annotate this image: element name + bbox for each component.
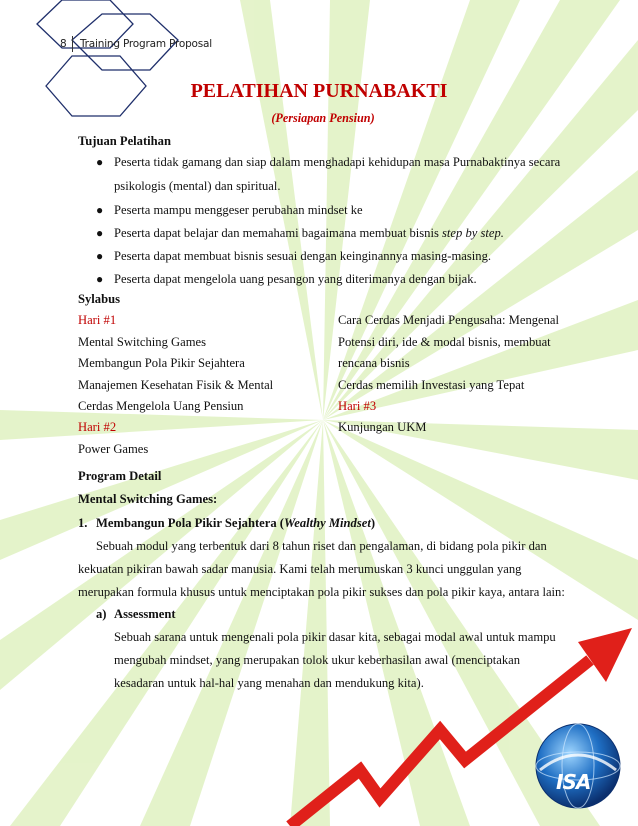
sub-a-line-3: kesadaran untuk hal-hal yang menahan dan mendukung kita). [114,676,424,690]
sylabus-right-5: Hari #3 [338,399,377,413]
bullet-icon: ● [96,226,104,240]
isa-logo-text: ISA [556,770,591,794]
item1-title [96,516,375,531]
sylabus-heading: Sylabus [78,292,121,306]
para-line-2: kekuatan pikiran bawah sadar manusia. Kami telah merumuskan 3 kunci unggulan yang [78,562,522,576]
sub-a-title: Assessment [114,607,176,621]
sylabus-left-5: Cerdas Mengelola Uang Pensiun [78,399,244,413]
item1-title-italic: Wealthy Mindset [283,516,371,530]
sylabus-left-3: Membangun Pola Pikir Sejahtera [78,356,245,370]
page-title-text: PELATIHAN PURNABAKTI [190,80,448,102]
item1-number: 1. [78,516,88,530]
tujuan-heading: Tujuan Pelatihan [78,134,171,148]
sylabus-right-4: Cerdas memilih Investasi yang Tepat [338,378,525,392]
sub-a-line-2: mengubah mindset, yang merupakan tolok ukur keberhasilan awal (menciptakan [114,653,521,667]
sylabus-left-2: Mental Switching Games [78,335,207,349]
sub-a-line-1: Sebuah sarana untuk mengenali pola pikir dasar kita, sebagai modal awal untuk mampu [114,630,556,644]
tujuan-item-3-text: Peserta dapat belajar dan memahami bagaimana membuat bisnis [114,226,443,240]
para-line-3: merupakan formula khusus untuk menciptakan pola pikir sukses dan pola pikir kaya, antara lain: [78,585,565,599]
tujuan-item-3-italic: step by step. [442,226,504,240]
page-title [0,80,638,103]
sylabus-left-7: Power Games [78,442,149,456]
sylabus-left-1: Hari #1 [78,313,117,327]
running-title: Training Program Proposal [80,38,212,50]
bullet-icon: ● [96,272,104,286]
bullet-icon: ● [96,155,104,169]
tujuan-item-3 [114,226,504,241]
isa-globe-logo [536,724,620,808]
sylabus-right-3: rencana bisnis [338,356,410,370]
para-line-1: Sebuah modul yang terbentuk dari 8 tahun riset dan pengalaman, di bidang pola pikir dan [96,539,547,553]
sylabus-right-1: Cara Cerdas Menjadi Pengusaha: Mengenal [338,313,560,327]
tujuan-item-2: Peserta mampu menggeser perubahan mindset ke [114,203,363,217]
tujuan-item-1-line2: psikologis (mental) dan spiritual. [114,179,281,193]
sylabus-right-2: Potensi diri, ide & modal bisnis, membuat [338,335,551,349]
bullet-icon: ● [96,249,104,263]
tujuan-item-4: Peserta dapat membuat bisnis sesuai dengan keinginannya masing-masing. [114,249,492,263]
header-divider [72,36,73,52]
tujuan-item-1: Peserta tidak gamang dan siap dalam menghadapi kehidupan masa Purnabaktinya secara [114,155,561,169]
item1-title-end: ) [370,516,376,530]
sylabus-left-4: Manajemen Kesehatan Fisik & Mental [78,378,274,392]
sylabus-right-6: Kunjungan UKM [338,420,427,434]
page-number: 8 [60,38,67,50]
sub-a-label: a) [96,607,107,621]
page-subtitle: (Persiapan Pensiun) [271,111,375,125]
item1-title-text: Membangun Pola Pikir Sejahtera ( [96,516,284,530]
tujuan-item-5: Peserta dapat mengelola uang pesangon yang diterimanya dengan bijak. [114,272,477,286]
bullet-icon: ● [96,203,104,217]
sylabus-left-6: Hari #2 [78,420,117,434]
program-subheading: Mental Switching Games: [78,492,218,506]
program-heading: Program Detail [78,469,162,483]
